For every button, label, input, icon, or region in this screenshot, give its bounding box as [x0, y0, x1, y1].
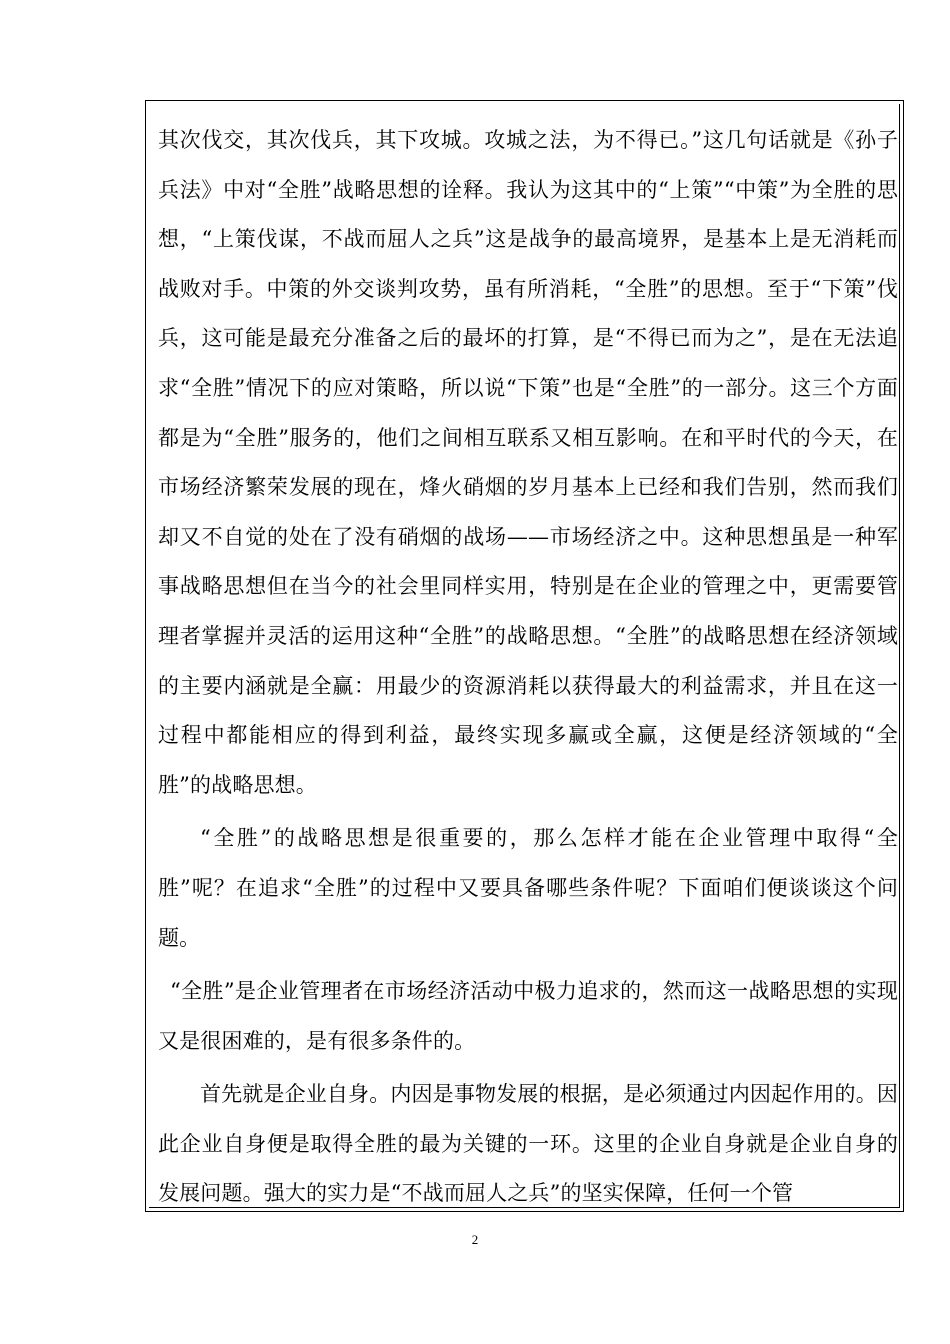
paragraph-1: 其次伐交，其次伐兵，其下攻城。攻城之法，为不得已。”这几句话就是《孙子兵法》中对“全胜”战略思想的诠释。我认为这其中的“上策”“中策”为全胜的思想，“上策伐谋，不战而屈人之兵”这是战争的最高境界，是基本上是无消耗而战败对手。中策的外交谈判攻势，虽有所消耗，“全胜”的思想。至于“下策”伐兵，这可能是最充分准备之后的最坏的打算，是“不得已而为之”，是在无法追求“全胜”情况下的应对策略，所以说“下策”也是“全胜”的一部分。这三个方面都是为“全胜”服务的，他们之间相互联系又相互影响。在和平时代的今天，在市场经济繁荣发展的现在，烽火硝烟的岁月基本上已经和我们告别，然而我们却又不自觉的处在了没有硝烟的战场——市场经济之中。这种思想虽是一种军事战略思想但在当今的社会里同样实用，特别是在企业的管理之中，更需要管理者掌握并灵活的运用这种“全胜”的战略思想。“全胜”的战略思想在经济领域的主要内涵就是全赢：用最少的资源消耗以获得最大的利益需求，并且在这一过程中都能相应的得到利益，最终实现多赢或全赢，这便是经济领域的“全胜”的战略思想。 — [158, 128, 898, 797]
document-body — [158, 116, 898, 1219]
paragraph-3: “全胜”是企业管理者在市场经济活动中极力追求的，然而这一战略思想的实现又是很困难的，是有很多条件的。 — [158, 979, 898, 1053]
paragraph-2: “全胜”的战略思想是很重要的，那么怎样才能在企业管理中取得“全胜”呢？在追求“全胜”的过程中又要具备哪些条件呢？下面咱们便谈谈这个问题。 — [158, 826, 898, 950]
page-number: 2 — [471, 1232, 479, 1247]
paragraph-4: 首先就是企业自身。内因是事物发展的根据，是必须通过内因起作用的。因此企业自身便是取得全胜的最为关键的一环。这里的企业自身就是企业自身的发展问题。强大的实力是“不战而屈人之兵”的坚实保障，任何一个管 — [158, 1082, 898, 1206]
